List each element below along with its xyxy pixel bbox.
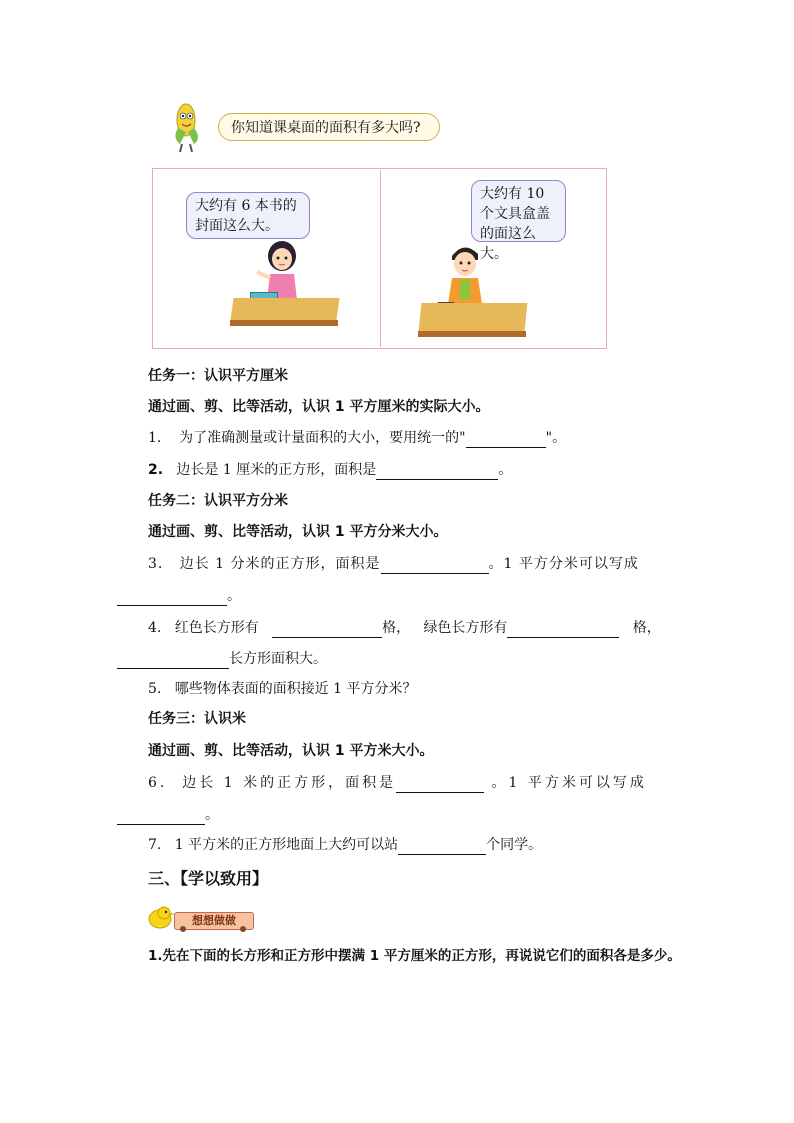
answer-blank[interactable] — [117, 589, 227, 606]
question-5 — [148, 679, 417, 699]
section-title: 三、【学以致用】 — [148, 869, 269, 888]
exercise-1: 1.先在下面的长方形和正方形中摆满 1 平方厘米的正方形，再说说它们的面积各是多少。 — [148, 948, 681, 964]
girl-speech-bubble: 大约有 6 本书的封面这么大。 — [186, 192, 310, 239]
question-text-end: "。 — [545, 430, 567, 446]
question-number: 3. — [148, 556, 164, 572]
question-6 — [148, 773, 647, 793]
question-number: 1. — [148, 430, 162, 446]
question-4-cont — [117, 649, 327, 669]
question-3 — [148, 554, 639, 574]
answer-blank[interactable] — [466, 431, 546, 448]
banner-wheel-icon — [180, 926, 186, 932]
question-text-end: 。 — [205, 807, 219, 823]
question-text: 绿色长方形有 — [423, 620, 508, 636]
task1-title: 任务一：认识平方厘米 — [148, 368, 288, 384]
task1-goal: 通过画、剪、比等活动，认识 1 平方厘米的实际大小。 — [148, 399, 490, 415]
girl-figure-icon — [255, 238, 305, 300]
question-number: 7. — [148, 837, 162, 853]
question-text: 格， — [632, 620, 661, 636]
question-text: 边长是 1 厘米的正方形，面积是 — [176, 462, 377, 478]
question-text-end: 。 — [498, 462, 513, 478]
question-6-cont — [117, 805, 219, 825]
girl-desk — [230, 298, 339, 320]
question-text-mid: 。1 平方米可以写成 — [491, 775, 647, 791]
question-number: 6. — [148, 775, 168, 791]
task2-goal: 通过画、剪、比等活动，认识 1 平方分米大小。 — [148, 524, 448, 540]
answer-blank[interactable] — [396, 776, 484, 793]
boy-speech-bubble: 大约有 10 个文具盒盖的面这么大。 — [471, 180, 566, 242]
question-number: 4. — [148, 620, 162, 636]
question-text: 1 平方米的正方形地面上大约可以站 — [174, 837, 399, 853]
question-bubble: 你知道课桌面的面积有多大吗? — [218, 113, 440, 141]
question-text-end: 。 — [227, 588, 241, 604]
question-text-end: 长方形面积大。 — [229, 651, 327, 667]
boy-desk — [419, 303, 528, 331]
answer-blank[interactable] — [398, 838, 486, 855]
task3-goal: 通过画、剪、比等活动，认识 1 平方米大小。 — [148, 743, 434, 759]
try-it-banner: 想想做做 — [174, 912, 254, 930]
answer-blank[interactable] — [381, 557, 489, 574]
answer-blank[interactable] — [117, 652, 229, 669]
question-number: 2. — [148, 462, 164, 478]
question-7 — [148, 835, 542, 855]
question-text-mid: 。1 平方分米可以写成 — [488, 556, 639, 572]
answer-blank[interactable] — [507, 621, 619, 638]
question-text: 格， — [382, 620, 411, 636]
corn-mascot-icon — [168, 98, 208, 154]
girl-desk-edge — [230, 320, 338, 326]
question-1 — [148, 428, 566, 448]
answer-blank[interactable] — [376, 463, 498, 480]
question-text: 边长 1 米的正方形，面积是 — [182, 775, 397, 791]
question-4 — [148, 618, 661, 638]
question-text: 哪些物体表面的面积接近 1 平方分米？ — [174, 681, 417, 697]
banner-wheel-icon — [240, 926, 246, 932]
question-text-end: 个同学。 — [486, 837, 543, 853]
task3-title: 任务三：认识米 — [148, 711, 246, 727]
answer-blank[interactable] — [272, 621, 382, 638]
panel-divider — [380, 170, 381, 347]
boy-figure-icon — [438, 240, 490, 304]
answer-blank[interactable] — [117, 808, 205, 825]
question-number: 5. — [148, 681, 162, 697]
question-text: 为了准确测量或计量面积的大小，要用统一的" — [179, 430, 466, 446]
task2-title: 任务二：认识平方分米 — [148, 493, 288, 509]
question-text: 红色长方形有 — [174, 620, 259, 636]
question-text: 边长 1 分米的正方形，面积是 — [179, 556, 381, 572]
question-3-cont — [117, 586, 241, 606]
boy-desk-edge — [418, 331, 526, 337]
question-2 — [148, 460, 512, 480]
